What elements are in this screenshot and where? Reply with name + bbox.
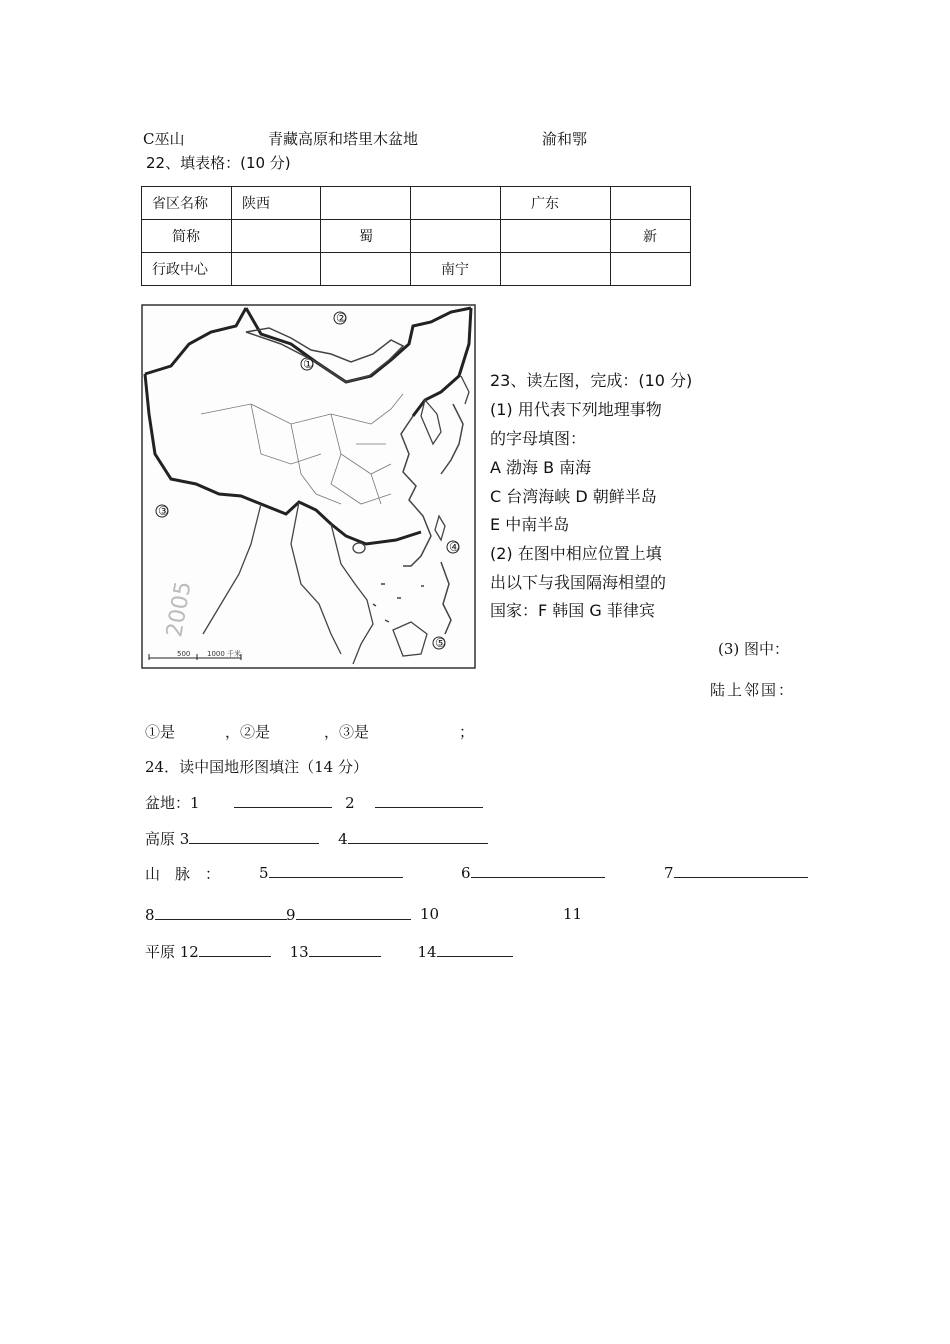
p14-label: 14 (417, 943, 437, 961)
q24-m6 (461, 863, 605, 882)
q24-m10: 10 (420, 905, 440, 923)
q24-mountain-label: 山 脉 ： (145, 865, 221, 883)
q23-p1-line5: E 中南半岛 (490, 515, 570, 534)
table-row (142, 187, 691, 220)
m9-label: 9 (286, 906, 296, 924)
answer-3-label: ，③是 (324, 723, 370, 741)
q23-p3-label: (3) 图中： (718, 640, 790, 658)
answer-2-label: ，②是 (225, 723, 271, 741)
q24-m5 (259, 863, 403, 882)
blank-3[interactable] (189, 829, 319, 844)
basin-label: 盆地：1 (145, 794, 200, 812)
option-c-text: 青藏高原和塔里木盆地 (268, 130, 419, 148)
table-cell: 广东 (501, 187, 611, 220)
blank-6[interactable] (471, 863, 605, 878)
table-row (142, 253, 691, 286)
blank-14[interactable] (437, 942, 513, 957)
blank-8[interactable] (155, 905, 287, 920)
table-cell: 简称 (142, 220, 232, 253)
table-cell (611, 253, 691, 286)
table-cell (411, 220, 501, 253)
table-row (142, 220, 691, 253)
m8-label: 8 (145, 906, 155, 924)
plateau-4-label: 4 (338, 830, 348, 848)
table-cell: 南宁 (411, 253, 501, 286)
q24-m8 (145, 905, 287, 924)
map-marker-2: ② (336, 311, 347, 325)
table-cell: 陕西 (232, 187, 321, 220)
q23-p3-neighbors: 陆上邻国： (710, 681, 796, 699)
province-table (141, 186, 691, 286)
blank-13[interactable] (309, 942, 381, 957)
q24-plain-line (145, 941, 513, 962)
table-cell: 省区名称 (142, 187, 232, 220)
table-cell (232, 220, 321, 253)
q24-plateau-line (145, 828, 488, 849)
answer-1-label: ①是 (145, 723, 176, 741)
q23-p1-line3: A 渤海 B 南海 (490, 458, 592, 477)
q24-m11: 11 (563, 905, 583, 923)
scale-label-500: 500 (177, 650, 191, 658)
blank-4[interactable] (348, 829, 488, 844)
p13-label: 13 (289, 943, 309, 961)
table-cell (501, 220, 611, 253)
q24-basin-line (145, 792, 483, 813)
q24-m9 (286, 905, 411, 924)
q23-p2-line1: (2) 在图中相应位置上填 (490, 544, 662, 563)
blank-9[interactable] (296, 905, 411, 920)
m7-label: 7 (664, 864, 674, 882)
blank-2[interactable] (375, 793, 483, 808)
q23-answer-line (145, 721, 474, 742)
table-cell: 行政中心 (142, 253, 232, 286)
q23-title: 23、读左图，完成：(10 分) (490, 371, 693, 390)
q23-p2-line3: 国家：F 韩国 G 菲律宾 (490, 601, 655, 620)
q22-title: 22、填表格：(10 分) (146, 154, 291, 172)
q23-p1-line2: 的字母填图： (490, 429, 587, 448)
q24-m7 (664, 863, 808, 882)
blank-5[interactable] (269, 863, 403, 878)
blank-1[interactable] (234, 793, 332, 808)
table-cell: 新 (611, 220, 691, 253)
map-marker-4: ④ (449, 540, 460, 554)
china-map (141, 304, 477, 670)
table-cell (611, 187, 691, 220)
m6-label: 6 (461, 864, 471, 882)
map-marker-3: ③ (158, 504, 169, 518)
table-cell: 蜀 (321, 220, 411, 253)
q23-p1-line1: (1) 用代表下列地理事物 (490, 400, 662, 419)
option-c-label: C巫山 (143, 130, 185, 148)
map-marker-5: ⑤ (435, 636, 446, 650)
plain-label: 平原 12 (145, 943, 199, 961)
scale-label-1000: 1000 千米 (207, 650, 242, 658)
map-marker-1: ① (303, 357, 314, 371)
blank-12[interactable] (199, 942, 271, 957)
plateau-label: 高原 3 (145, 830, 190, 848)
basin-2-label: 2 (345, 794, 355, 812)
q23-p1-line4: C 台湾海峡 D 朝鲜半岛 (490, 487, 657, 506)
table-cell (232, 253, 321, 286)
answer-end: ； (459, 723, 475, 741)
table-cell (411, 187, 501, 220)
option-c-answer: 渝和鄂 (542, 130, 588, 148)
q23-p2-line2: 出以下与我国隔海相望的 (490, 573, 667, 592)
m5-label: 5 (259, 864, 269, 882)
table-cell (321, 253, 411, 286)
q24-title: 24．读中国地形图填注（14 分） (145, 758, 368, 776)
table-cell (321, 187, 411, 220)
map-watermark: 2005 (162, 579, 197, 640)
table-cell (501, 253, 611, 286)
blank-7[interactable] (674, 863, 808, 878)
